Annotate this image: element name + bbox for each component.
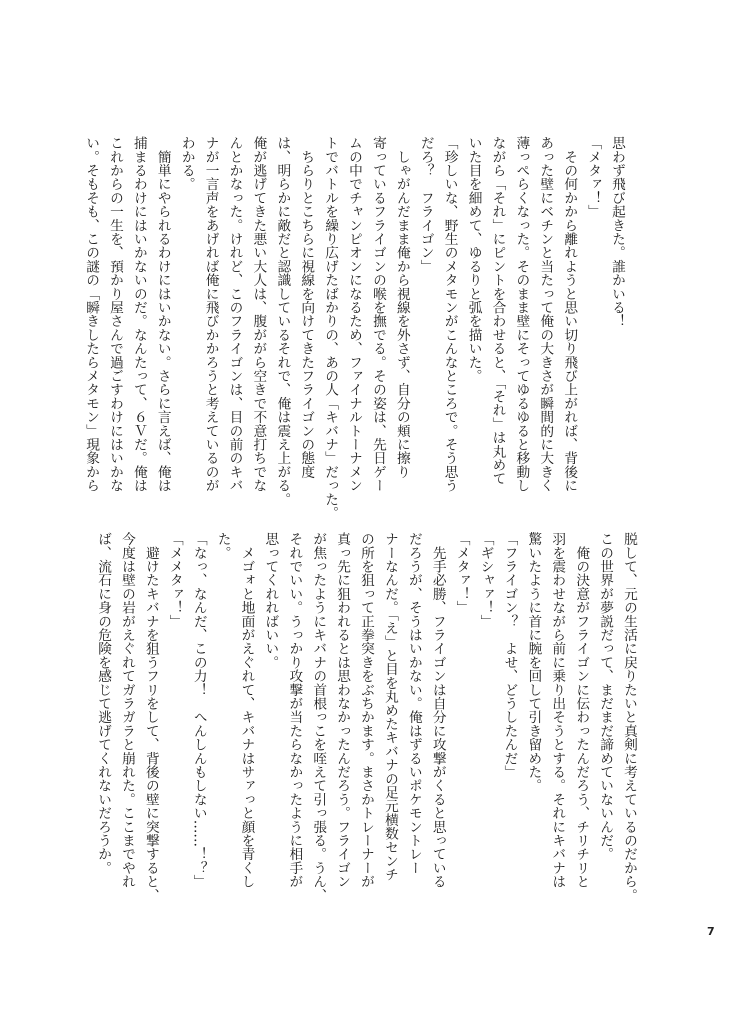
text-line: 真っ先に狙われるとは思わなかったんだろう。フライゴン — [334, 532, 351, 889]
text-line: 寄っているフライゴンの喉を撫でる。その姿は、先日ゲー — [369, 136, 386, 493]
text-line: 今度は壁の岩がえぐれてガラガラと崩れた。ここまでやれ — [118, 532, 135, 889]
text-line: の所を狙って正拳突きをぶちかます。まさかトレーナーが — [358, 532, 375, 889]
text-line: ながら「それ」にピントを合わせると、「それ」は丸めて — [489, 136, 506, 486]
text-line: た。 — [214, 532, 231, 560]
text-line: 捕まるわけにはいかないのだ。なんたって、６Ｖだ。俺は — [130, 136, 147, 493]
lower-text-block — [90, 532, 640, 912]
text-line: 驚いたように首に腕を回して引き留めた。 — [525, 532, 542, 793]
text-line: ナーなんだ。「え」と目を丸めたキバナの足元横数センチ — [381, 532, 398, 882]
text-line: それでいい。うっかり攻撃が当たらなかったように相手が — [286, 532, 303, 889]
text-line: 簡単にやられるわけにはいかない。さらに言えば、俺は — [154, 136, 171, 493]
upper-text-block — [78, 136, 628, 520]
text-line: ムの中でチャンピオンになるため、ファイナルトーナメン — [346, 136, 363, 493]
text-line: わかる。 — [178, 136, 195, 191]
text-line: 脱して、元の生活に戻りたいと真剣に考えているのだから。 — [621, 532, 637, 902]
text-line: ちらりとこちらに視線を向けてきたフライゴンの態度 — [298, 136, 315, 479]
text-line: 羽を震わせながら前に乗り出そうとする。それにキバナは — [549, 532, 566, 889]
text-line: だろ？ フライゴン」 — [417, 136, 434, 273]
text-line: 避けたキバナを狙うフリをして、背後の壁に突撃すると、 — [142, 532, 159, 902]
text-line: 「メタァ！」 — [585, 136, 602, 219]
text-line: 薄っぺらくなった。そのまま壁にそってゆるゆると移動し — [513, 136, 530, 493]
text-line: これからの一生を、預かり屋さんで過ごすわけにはいかな — [106, 136, 123, 493]
text-line: 「フライゴン？ よせ、どうしたんだ」 — [501, 532, 518, 779]
text-line: は、明らかに敵だと認識しているそれで、俺は震え上がる。 — [274, 136, 291, 506]
text-line: ナが一言声をあげれば俺に飛びかかろうと考えているのが — [202, 136, 219, 493]
text-line: 「珍しいな、野生のメタモンがこんなところで。そう思う — [441, 136, 458, 493]
text-line: 思わず飛び起きた。誰かいる！ — [609, 136, 625, 328]
page-number: 7 — [707, 925, 715, 938]
text-line: この世界が夢説だって、まだまだ諦めていないんだ。 — [597, 532, 614, 861]
text-line: 俺の決意がフライゴンに伝わったんだろう、チリチリと — [573, 532, 590, 889]
text-line: い。そもそも、この謎の「瞬きしたらメタモン」現象から — [83, 136, 100, 493]
text-line: あった壁にベチンと当たって俺の大きさが瞬間的に大きく — [537, 136, 554, 493]
text-line: だろうが、そうはいかない。俺はずるいポケモントレー — [405, 532, 422, 875]
text-line: その何かから離れようと思い切り飛び上がれば、背後に — [561, 136, 578, 493]
text-line: 「なっ、なんだ、この力！ へんしんもしない……！？」 — [190, 532, 207, 889]
text-line: 「ギシャァ！」 — [477, 532, 494, 628]
text-line: いた目を細めて、ゆるりと弧を描いた。 — [465, 136, 482, 383]
text-line: 先手必勝、フライゴンは自分に攻撃がくると思っている — [429, 532, 446, 889]
text-line: ば、流石に身の危険を感じて逃げてくれないだろうか。 — [95, 532, 112, 875]
text-line: んとかなった。けれど、このフライゴンは、目の前のキバ — [226, 136, 243, 493]
text-line: 俺が逃げてきた悪い大人は、腹ががら空きで不意打ちでな — [250, 136, 267, 493]
text-line: メゴォと地面がえぐれて、キバナはサァっと顔を青くし — [238, 532, 255, 889]
text-line: が焦ったようにキバナの首根っこを咥えて引っ張る。うん、 — [310, 532, 327, 902]
text-line: 思ってくれればいい。 — [262, 532, 279, 669]
text-line: しゃがんだまま俺から視線を外さず、自分の頬に擦り — [393, 136, 410, 479]
text-line: トでバトルを繰り広げたばかりの、あの人「キバナ」だった。 — [322, 136, 339, 520]
text-line: 「メタァ！」 — [453, 532, 470, 615]
text-line: 「メメタァ！」 — [166, 532, 183, 628]
